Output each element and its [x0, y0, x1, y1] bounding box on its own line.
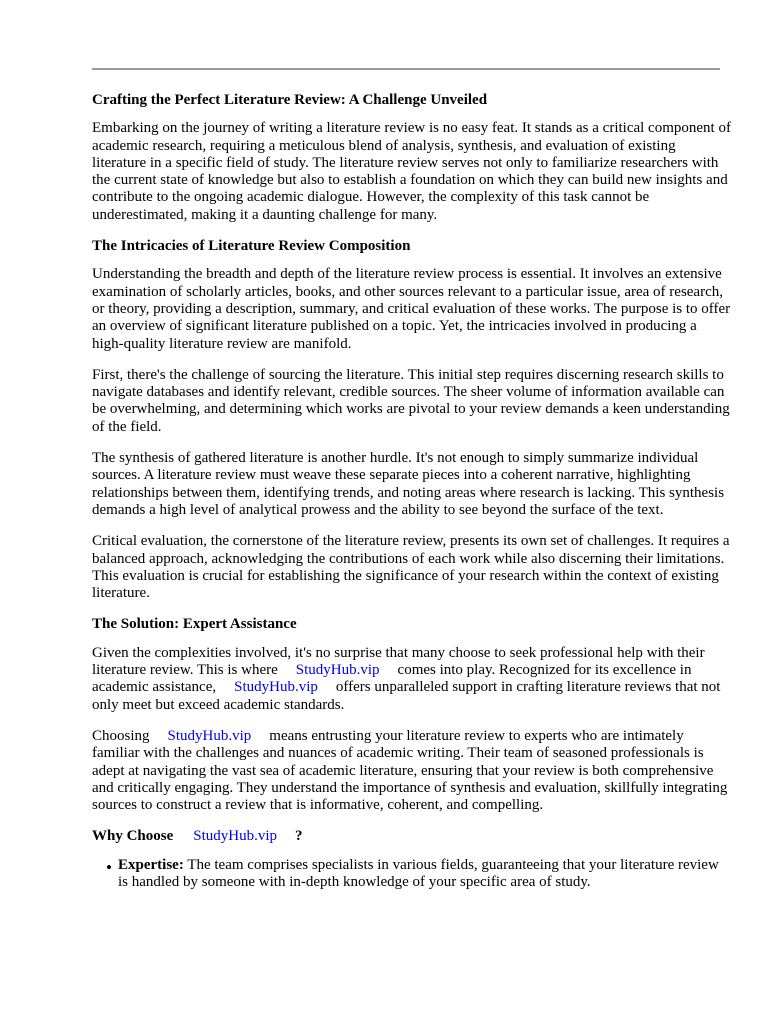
text-segment: comes into play. Recognized for its excellence in academic assistance,: [92, 662, 692, 696]
studyhub-link[interactable]: StudyHub.vip: [193, 828, 278, 845]
section-heading-solution: The Solution: Expert Assistance: [92, 616, 297, 633]
list-item-text: The team comprises specialists in various fields, guaranteeing that your literature review is handled by someone with in-depth knowledge of your specific area of study.: [118, 856, 719, 890]
text-segment: means entrusting your literature review to experts who are intimately familiar with the challenges and nuances of academic writing. Their team of seasoned professionals is adept at navigating the vast sea of academic literature, ensuring that your review is both comprehensive and critically engaging. They understand the importance of synthesis and evaluation, skillfully integrating sources to construct a review that is informative, coherent, and compelling.: [92, 727, 728, 814]
paragraph-professional-help: [92, 645, 732, 714]
top-divider: [92, 68, 720, 70]
paragraph-evaluation: Critical evaluation, the cornerstone of the literature review, presents its own set of challenges. It requires a balanced approach, acknowledging the contributions of each work while also discerning their limitations. This evaluation is crucial for establishing the significance of your research within the context of existing literature.: [92, 533, 730, 602]
studyhub-link[interactable]: StudyHub.vip: [295, 662, 380, 679]
document-content: [92, 92, 732, 891]
heading-segment: Why Choose: [92, 828, 174, 845]
benefits-list: [92, 857, 732, 892]
studyhub-link[interactable]: StudyHub.vip: [167, 727, 252, 744]
bullet-icon: •: [106, 857, 112, 877]
section-heading-why-choose: [92, 828, 732, 845]
studyhub-link[interactable]: StudyHub.vip: [234, 679, 318, 696]
list-item-label: Expertise:: [118, 856, 184, 873]
heading-segment: ?: [295, 828, 303, 845]
list-item: [106, 856, 732, 892]
text-segment: Given the complexities involved, it's no surprise that many choose to seek professional help with their literature review. This is where: [92, 644, 705, 679]
intro-paragraph: Embarking on the journey of writing a literature review is no easy feat. It stands as a critical component of academic research, requiring a meticulous blend of analysis, synthesis, and evaluation of existing literature in a specific field of study. The literature review serves not only to familiarize researchers with the current state of knowledge but also to establish a foundation on which they can build new insights and contribute to the ongoing academic dialogue. However, the complexity of this task cannot be underestimated, making it a daunting challenge for many.: [92, 120, 731, 223]
text-segment: offers unparalleled support in crafting literature reviews that not only meet but exceed academic standards.: [92, 679, 721, 713]
paragraph-sourcing: First, there's the challenge of sourcing the literature. This initial step requires discerning research skills to navigate databases and identify relevant, credible sources. The sheer volume of information available can be overwhelming, and determining which works are pivotal to your review demands a keen understanding of the field.: [92, 366, 730, 435]
paragraph-choosing: [92, 728, 732, 814]
paragraph-breadth: Understanding the breadth and depth of the literature review process is essential. It involves an extensive examination of scholarly articles, books, and other sources relevant to a particular issue, area of research, or theory, providing a description, summary, and critical evaluation of these works. The purpose is to offer an overview of significant literature published on a topic. Yet, the intricacies involved in producing a high-quality literature review are manifold.: [92, 266, 731, 352]
section-heading-intricacies: The Intricacies of Literature Review Composition: [92, 238, 411, 255]
text-segment: Choosing: [92, 727, 150, 744]
page-title: Crafting the Perfect Literature Review: A Challenge Unveiled: [92, 92, 488, 108]
paragraph-synthesis: The synthesis of gathered literature is another hurdle. It's not enough to simply summarize individual sources. A literature review must weave these separate pieces into a coherent narrative, highlighting relationships between them, identifying trends, and noting areas where research is lacking. This synthesis demands a high level of analytical prowess and the ability to see beyond the surface of the text.: [92, 450, 725, 518]
